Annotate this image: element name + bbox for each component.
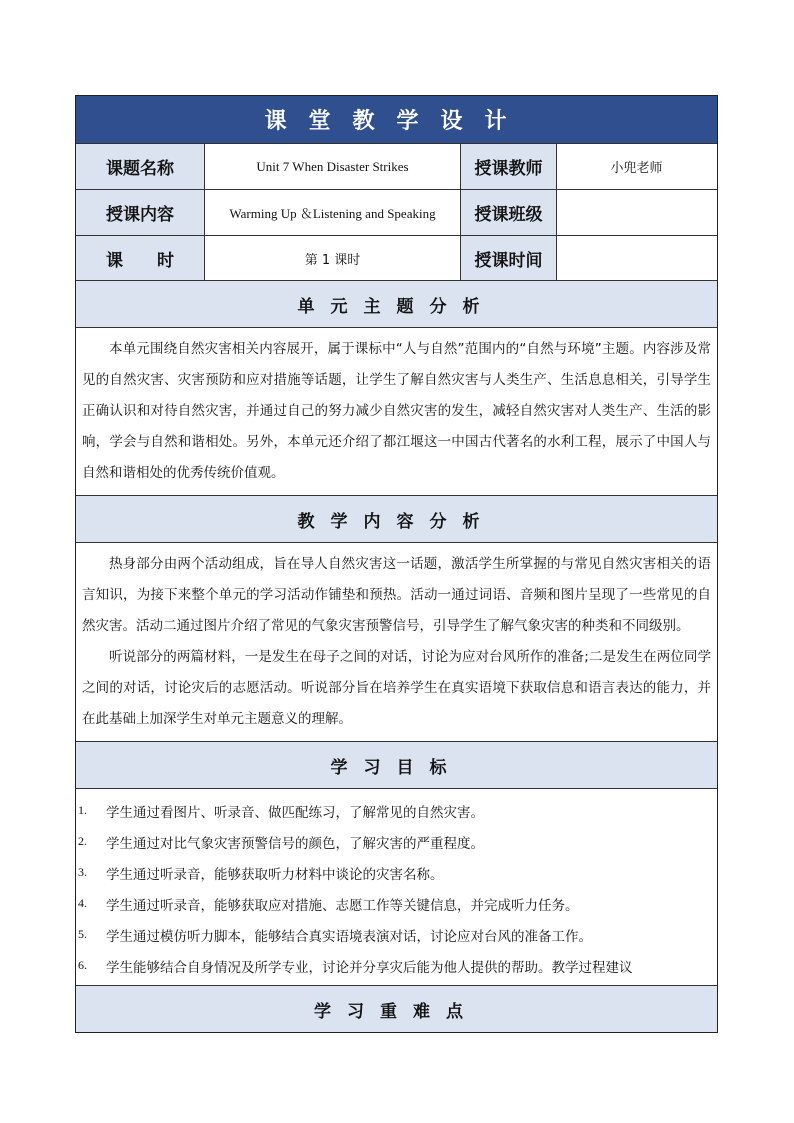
info-row-period: [76, 235, 717, 280]
list-number: 5.: [78, 927, 87, 941]
topic-label: 课题名称: [76, 144, 204, 189]
time-label: 授课时间: [460, 236, 556, 280]
list-text: 学生通过看图片、听录音、做匹配练习，了解常见的自然灾害。: [106, 804, 484, 821]
class-label: 授课班级: [460, 190, 556, 235]
unit-analysis-body: [76, 327, 717, 495]
content-value: Warming Up ＆Listening and Speaking: [204, 190, 460, 235]
unit-analysis-heading: 单元主题分析: [76, 280, 717, 327]
key-points-heading: 学习重难点: [76, 985, 717, 1032]
objectives-list: [76, 788, 717, 985]
content-analysis-paragraph: 听说部分的两篇材料，一是发生在母子之间的对话，讨论为应对台风所作的准备;二是发生在两位同学之间的对话，讨论灾后的志愿活动。听说部分旨在培养学生在真实语境下获取信息和语言表达的能力，并在此基础上加深学生对单元主题意义的理解。: [82, 649, 711, 727]
objectives-heading: 学习目标: [76, 741, 717, 788]
list-number: 6.: [78, 958, 87, 972]
content-analysis-heading: 教学内容分析: [76, 495, 717, 542]
content-label: 授课内容: [76, 190, 204, 235]
list-item: [78, 888, 713, 919]
teacher-label: 授课教师: [460, 144, 556, 189]
document-title: 课堂教学设计: [76, 96, 717, 143]
list-number: 3.: [78, 865, 87, 879]
teacher-value: 小兜老师: [556, 144, 716, 189]
list-text: 学生通过对比气象灾害预警信号的颜色，了解灾害的严重程度。: [106, 835, 484, 852]
period-value: 第 1 课时: [204, 236, 460, 280]
list-text: 学生通过听录音，能够获取听力材料中谈论的灾害名称。: [106, 866, 444, 883]
list-item: [78, 857, 713, 888]
list-item: [78, 826, 713, 857]
list-number: 4.: [78, 896, 87, 910]
period-label: 课 时: [76, 236, 204, 280]
unit-analysis-paragraph: 本单元围绕自然灾害相关内容展开，属于课标中“人与自然”范围内的“自然与环境”主题。内容涉及常见的自然灾害、灾害预防和应对措施等话题，让学生了解自然灾害与人类生产、生活息息相关，引导学生正确认识和对待自然灾害，并通过自己的努力减少自然灾害的发生，减轻自然灾害对人类生产、生活的影响，学会与自然和谐相处。另外，本单元还介绍了都江堰这一中国古代著名的水利工程，展示了中国人与自然和谐相处的优秀传统价值观。: [82, 341, 711, 481]
time-value: [556, 236, 716, 280]
topic-value: Unit 7 When Disaster Strikes: [204, 144, 460, 189]
info-row-topic: [76, 143, 717, 189]
list-number: 2.: [78, 834, 87, 848]
list-text: 学生通过模仿听力脚本，能够结合真实语境表演对话，讨论应对台风的准备工作。: [106, 928, 592, 945]
list-item: [78, 795, 713, 826]
list-text: 学生能够结合自身情况及所学专业，讨论并分享灾后能为他人提供的帮助。教学过程建议: [106, 959, 633, 976]
list-text: 学生通过听录音，能够获取应对措施、志愿工作等关键信息，并完成听力任务。: [106, 897, 579, 914]
content-analysis-body: [76, 542, 717, 741]
list-number: 1.: [78, 803, 87, 817]
info-row-content: [76, 189, 717, 235]
content-analysis-paragraph: 热身部分由两个活动组成，旨在导人自然灾害这一话题，激活学生所掌握的与常见自然灾害相关的语言知识，为接下来整个单元的学习活动作铺垫和预热。活动一通过词语、音频和图片呈现了一些常见的自然灾害。活动二通过图片介绍了常见的气象灾害预警信号，引导学生了解气象灾害的种类和不同级别。: [82, 556, 711, 634]
lesson-plan-table: [75, 95, 718, 1033]
list-item: [78, 919, 713, 950]
list-item: [78, 950, 713, 981]
class-value: [556, 190, 716, 235]
